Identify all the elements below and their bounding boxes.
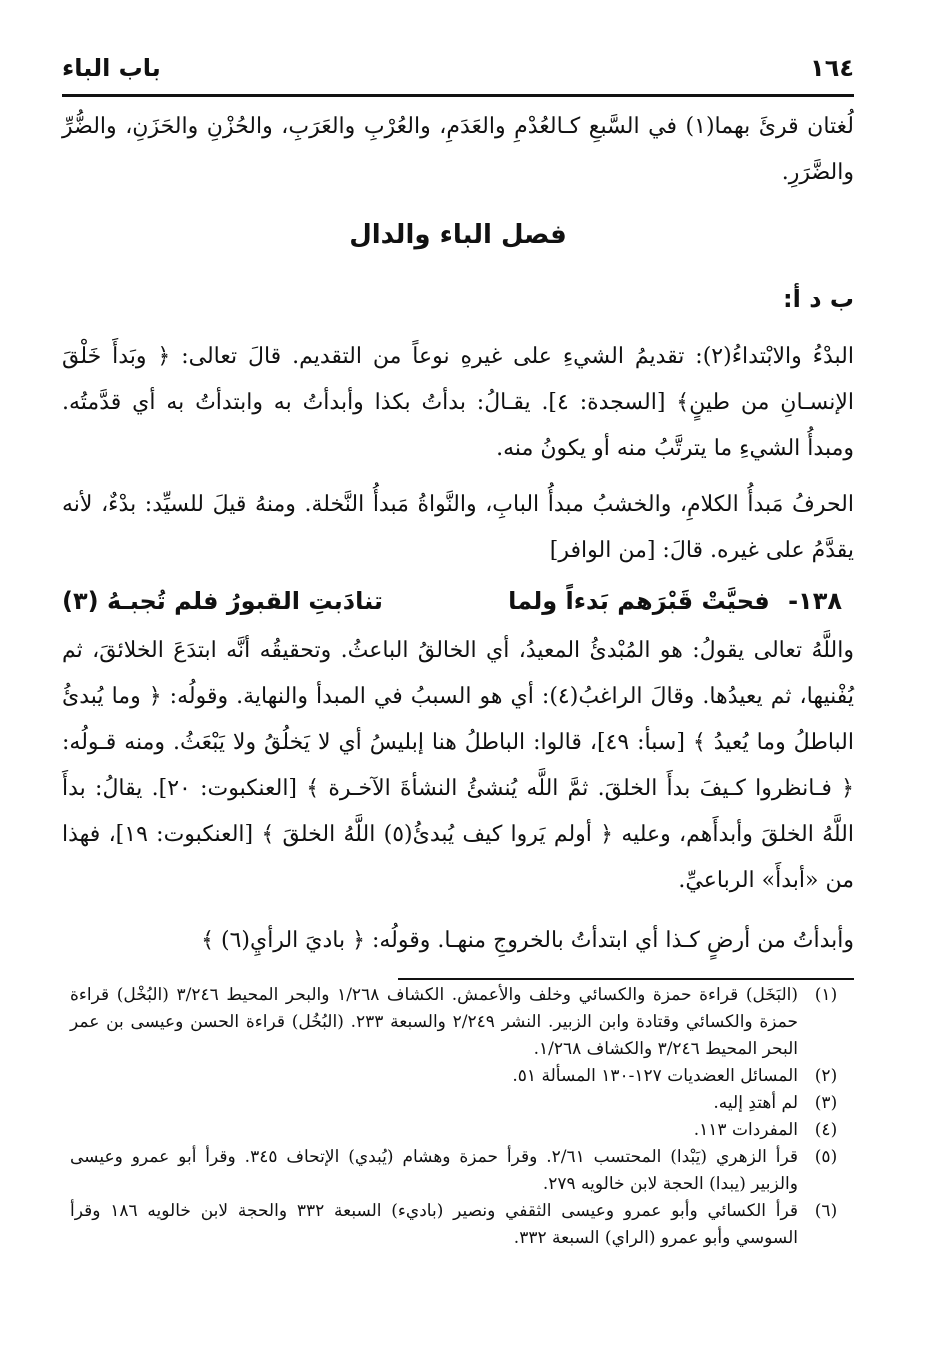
section-title: فصل الباء والدال	[349, 220, 567, 250]
footnote	[70, 982, 854, 1063]
footnote-text: قرأ الزهري (يَبْدا) المحتسب ٢/٦١. وقرأ حمزة وهشام (يُبدي) الإتحاف ٣٤٥. وقرأ أبو عمرو وعيسى والزبير (يبدا) الحجة لابن خالويه ٢٧٩.	[70, 1147, 799, 1194]
verse-first-hemistich: فحيَّتْ قَبْرَهم بَدءاً ولما	[508, 587, 770, 615]
footnote-text: قرأ الكسائي وأبو عمرو وعيسى الثقفي ونصير (باديء) السبعة ٣٣٢ والحجة لابن خالويه ١٨٦ وقرأ السوسي وأبو عمرو (الراي) السبعة ٣٣٢.	[70, 1201, 799, 1248]
verse-number: ١٣٨-	[788, 587, 842, 615]
footnote	[70, 1144, 854, 1198]
footnote-text: لم أهتدِ إليه.	[713, 1093, 798, 1113]
verse-second-hemistich: تنادَبتِ القبورُ فلم تُجبـهُ (٣)	[62, 587, 383, 615]
footnote	[70, 1090, 854, 1117]
footnote-number: (٢)	[814, 1066, 838, 1086]
paragraph-examples: الحرفُ مَبدأُ الكلامِ، والخشبُ مبدأُ البابِ، والنَّواةُ مَبدأُ النَّخلة. ومنهُ قيلَ للسيِّد: بدْءٌ، لأنه يقدَّمُ على غيره. قالَ: [من الوافر]	[62, 492, 854, 563]
footnote-number: (٣)	[814, 1093, 838, 1113]
footnote-number: (٦)	[814, 1201, 838, 1221]
paragraph-definition: البدْءُ والابْتداءُ(٢): تقديمُ الشيءِ على غيرهِ نوعاً من التقديم. قالَ تعالى: ﴿ وبَدأَ خَلْقَ الإنسـانِ من طينٍ﴾ [السجدة: ٤]. يقـالُ: بدأتُ بكذا وأبدأتُ به وابتدأتُ به أي قدَّمتُه. ومبدأُ الشيءِ ما يترتَّبُ منه أو يكونُ منه.	[62, 344, 854, 461]
footnote-text: (البَخَل) قراءة حمزة والكسائي وخلف والأعمش. الكشاف ١/٢٦٨ والبحر المحيط ٣/٢٤٦ (البُخْل) قراءة حمزة والكسائي وقتادة وابن الزبير. النشر ٢/٢٤٩ والسبعة ٢٣٣. (البُخُل) قراءة الحسن وعيسى بن عمر البحر المحيط ٣/٢٤٦ والكشاف ١/٢٦٨.	[70, 985, 799, 1059]
footnote-number: (٤)	[814, 1120, 838, 1140]
chapter-title: باب الباء	[62, 54, 161, 82]
footnote-number: (٥)	[814, 1147, 838, 1167]
poetry-verse	[62, 578, 854, 624]
footnote-text: المفردات ١١٣.	[693, 1120, 798, 1140]
header-divider	[62, 94, 854, 97]
paragraph-commentary: واللَّهُ تعالى يقولُ: هو المُبْدئُ المعيدُ، أي الخالقُ الباعثُ. وتحقيقُه أنَّه ابتدَعَ الخلائقَ، ثم يُفْنيها، ثم يعيدُها. وقالَ الراغبُ(٤): أي هو السببُ في المبدأ والنهاية. وقولُه: ﴿ وما يُبدئُ الباطلُ وما يُعيدُ ﴾ [سبأ: ٤٩]، قالوا: الباطلُ هنا إبليسُ أي لا يَخلُقُ ولا يَبْعَثُ. ومنه قـولُه: ﴿ فـانظروا كـيفَ بدأَ الخلقَ. ثمَّ اللَّه يُنشئُ النشأةَ الآخـرة ﴾ [العنكبوت: ٢٠]. يقالُ: بدأَ اللَّهُ الخلقَ وأبدأَهم، وعليه ﴿ أولم يَروا كيف يُبدئُ(٥) اللَّهُ الخلقَ ﴾ [العنكبوت: ١٩]، فهذا من «أبدأَ» الرباعيِّ.	[62, 638, 854, 893]
footnote	[70, 1198, 854, 1252]
running-header	[62, 48, 854, 88]
root-heading: ب د أ:	[783, 285, 854, 313]
footnotes	[70, 982, 854, 1252]
intro-paragraph: لُغتان قرئَ بهما(١) في السَّبعِ كـالعُدْمِ والعَدَمِ، والعُرْبِ والعَرَبِ، والحُزْنِ والحَزَنِ، والضُّرِّ والضَّرَرِ.	[62, 114, 854, 185]
footnote-number: (١)	[814, 985, 838, 1005]
footnote-text: المسائل العضديات ١٢٧-١٣٠ المسألة ٥١.	[512, 1066, 798, 1086]
page-number: ١٦٤	[810, 54, 854, 82]
paragraph-closing: وأبدأتُ من أرضٍ كـذا أي ابتدأتُ بالخروجِ منهـا. وقولُه: ﴿ باديَ الرأيِ(٦) ﴾	[201, 928, 854, 953]
main-text	[62, 104, 854, 964]
footnote-divider	[398, 978, 854, 980]
footnote	[70, 1117, 854, 1144]
footnote	[70, 1063, 854, 1090]
